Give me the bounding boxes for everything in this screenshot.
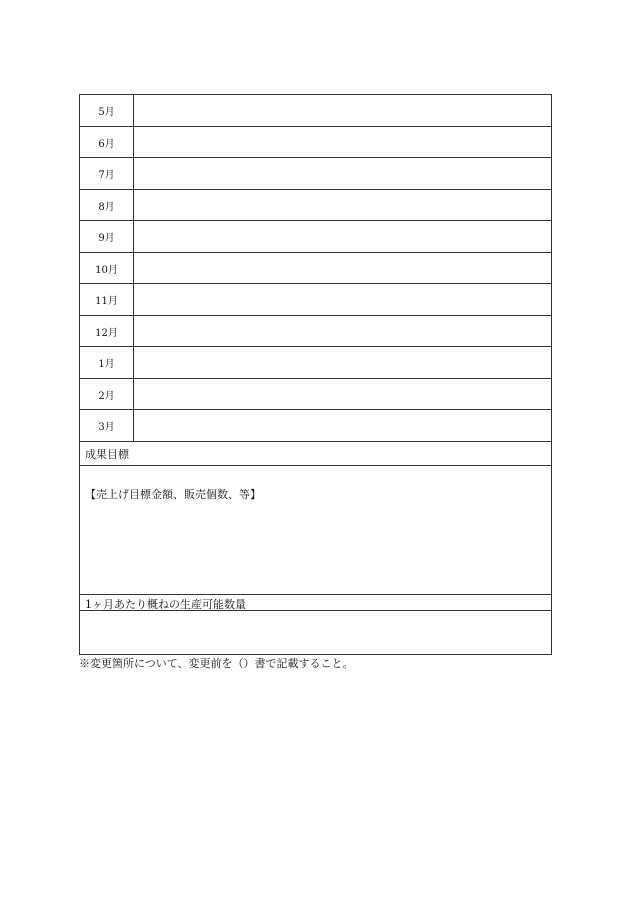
goal-entry-cell[interactable]	[80, 466, 551, 595]
footnote: ※変更箇所について、変更前を（）書で記載すること。	[79, 657, 354, 670]
month-row	[80, 158, 551, 190]
month-entry-cell[interactable]	[134, 190, 551, 221]
month-entry-cell[interactable]	[134, 127, 551, 158]
month-label: 10月	[80, 253, 134, 284]
month-label: 12月	[80, 316, 134, 347]
month-entry-cell[interactable]	[134, 221, 551, 252]
month-row	[80, 95, 551, 127]
month-entry-cell[interactable]	[134, 379, 551, 410]
month-row	[80, 127, 551, 159]
month-label: 8月	[80, 190, 134, 221]
capacity-header: 1ヶ月あたり概ねの生産可能数量	[80, 595, 551, 611]
month-label: 2月	[80, 379, 134, 410]
goal-note: 【売上げ目標金額、販売個数、等】	[85, 487, 261, 501]
month-row	[80, 347, 551, 379]
month-label: 7月	[80, 158, 134, 189]
month-entry-cell[interactable]	[134, 316, 551, 347]
month-label: 5月	[80, 95, 134, 126]
month-entry-cell[interactable]	[134, 95, 551, 126]
month-row	[80, 221, 551, 253]
month-entry-cell[interactable]	[134, 158, 551, 189]
month-label: 11月	[80, 284, 134, 315]
month-entry-cell[interactable]	[134, 347, 551, 378]
month-row	[80, 253, 551, 285]
month-entry-cell[interactable]	[134, 253, 551, 284]
month-row	[80, 316, 551, 348]
month-label: 1月	[80, 347, 134, 378]
month-row	[80, 410, 551, 442]
month-entry-cell[interactable]	[134, 284, 551, 315]
monthly-plan-rows	[80, 95, 551, 442]
month-row	[80, 284, 551, 316]
month-label: 6月	[80, 127, 134, 158]
goal-header: 成果目標	[80, 442, 551, 466]
month-label: 3月	[80, 410, 134, 441]
month-entry-cell[interactable]	[134, 410, 551, 441]
month-label: 9月	[80, 221, 134, 252]
month-row	[80, 379, 551, 411]
plan-form-table	[79, 94, 552, 655]
month-row	[80, 190, 551, 222]
capacity-entry-cell[interactable]	[80, 611, 551, 654]
